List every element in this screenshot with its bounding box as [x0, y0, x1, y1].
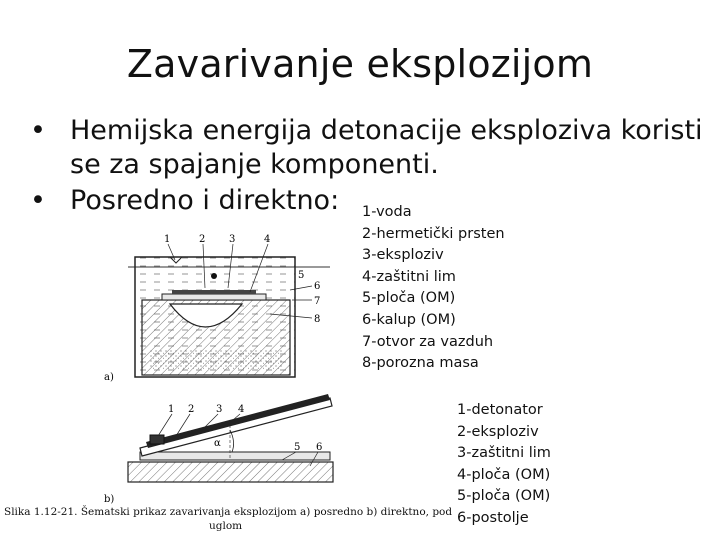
legend-item: 2-hermetički prsten — [362, 225, 505, 242]
bullet-dot: • — [30, 185, 46, 216]
part-b-number: 6 — [316, 442, 323, 453]
part-a-number: 8 — [314, 314, 321, 325]
part-a-number: 2 — [199, 234, 206, 245]
legend-item: 3-zaštitni lim — [457, 445, 551, 462]
part-a-number: 5 — [298, 270, 305, 281]
part-a-number: 1 — [164, 234, 171, 245]
diagram-part-a — [104, 234, 330, 383]
slide-title: Zavarivanje eksplozijom — [126, 42, 594, 86]
part-a-number: 7 — [314, 296, 321, 307]
part-a-number: 3 — [229, 234, 236, 245]
diagram-part-b — [104, 394, 333, 505]
legend-item: 8-porozna masa — [362, 355, 479, 372]
angle-label: α — [214, 438, 221, 449]
caption-line: Slika 1.12-21. Šematski prikaz zavarivanja eksplozijom a) posredno b) direktno, pod — [4, 506, 453, 518]
part-b-number: 5 — [294, 442, 301, 453]
bullet-text: Hemijska energija detonacije eksploziva koristi se za spajanje komponenti. — [70, 115, 703, 180]
figure-caption — [4, 505, 452, 533]
legend-item: 3-eksploziv — [362, 247, 444, 264]
legend-item: 6-postolje — [457, 509, 529, 526]
part-b-number: 1 — [168, 404, 175, 415]
part-a-number: 4 — [264, 234, 271, 245]
legend-item: 7-otvor za vazduh — [362, 333, 494, 350]
legend-item: 5-ploča (OM) — [362, 290, 456, 307]
legend-part-a — [362, 202, 505, 375]
bullet-dot: • — [30, 115, 46, 146]
legend-item: 1-voda — [362, 204, 412, 220]
part-b-number: 4 — [238, 404, 245, 415]
caption-line: uglom — [209, 520, 243, 532]
part-a-label: a) — [104, 372, 114, 383]
legend-item: 2-eksploziv — [457, 423, 539, 440]
part-b-number: 3 — [216, 404, 223, 415]
part-b-label: b) — [104, 494, 115, 505]
legend-item: 5-ploča (OM) — [457, 488, 551, 505]
part-b-number: 2 — [188, 404, 195, 415]
bullet-text: Posredno i direktno: — [70, 185, 340, 216]
legend-part-b — [457, 400, 551, 530]
legend-item: 6-kalup (OM) — [362, 311, 456, 328]
part-a-number: 6 — [314, 281, 321, 292]
legend-item: 4-zaštitni lim — [362, 268, 456, 285]
legend-item: 1-detonator — [457, 402, 543, 418]
legend-item: 4-ploča (OM) — [457, 466, 551, 483]
bullet-item — [28, 114, 708, 182]
